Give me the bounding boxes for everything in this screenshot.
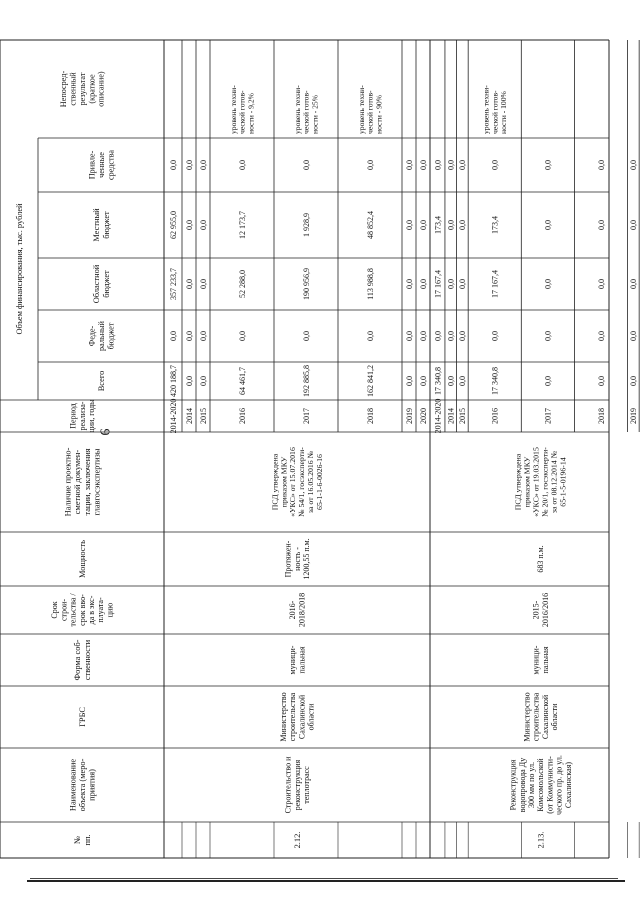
cell-local: 0,0	[543, 220, 553, 230]
cell-period: 2014	[184, 408, 194, 424]
cell-regional: 0,0	[404, 279, 414, 289]
cell-period: 2014	[446, 408, 456, 424]
cell-federal: 0,0	[237, 331, 247, 341]
scan-edge	[27, 880, 625, 882]
cell-local: 173,4	[490, 216, 500, 234]
header-regional: Областнойбюджет	[92, 264, 111, 304]
cell-regional: 0,0	[458, 279, 468, 289]
cell-period: 2014-2020	[168, 398, 178, 434]
cell-period: 2014-2020	[433, 398, 443, 434]
header-docs: Наличие проектно-сметной докумен-тации, заключенияглавгосэкспертизы	[63, 447, 102, 517]
cell-total: 0,0	[596, 376, 606, 386]
cell-federal: 0,0	[490, 331, 500, 341]
header-ownership: Форма соб-ственности	[73, 639, 92, 681]
cell-period: 2017	[301, 408, 311, 424]
header-result: Непосред-ственныйрезультат(краткоеописание)	[59, 70, 106, 108]
cell-federal: 0,0	[184, 331, 194, 341]
cell-attracted: 0,0	[301, 160, 311, 170]
cell-total: 0,0	[184, 376, 194, 386]
header-federal: Феде-ральныйбюджет	[87, 321, 116, 351]
cell-period: 2017	[543, 408, 553, 424]
header-total: Всего	[96, 370, 106, 392]
cell-result: уровень техни-ческой готов-ности - 9,2%	[228, 85, 256, 134]
cell-name: Строительство иреконструкциятеплотрасс	[283, 756, 311, 814]
cell-period: 2018	[365, 408, 375, 424]
cell-result: уровень техни-ческой готов-ности - 90%	[356, 85, 384, 134]
cell-local: 0,0	[629, 220, 639, 230]
cell-local: 0,0	[184, 220, 194, 230]
cell-local: 0,0	[198, 220, 208, 230]
cell-federal: 0,0	[458, 331, 468, 341]
cell-grbs: МинистерствостроительстваСахалинскойобласти	[279, 692, 316, 742]
cell-total: 192 885,8	[301, 365, 311, 397]
header-period: Периодреализа-ции, годы	[68, 399, 96, 433]
cell-regional: 17 167,4	[490, 270, 500, 298]
cell-local: 12 173,7	[237, 211, 247, 239]
cell-regional: 52 288,0	[237, 270, 247, 298]
bottom-rule	[30, 878, 618, 879]
cell-total: 0,0	[198, 376, 208, 386]
cell-period: 2018	[596, 408, 606, 424]
cell-term: 2016-2018/2018	[288, 592, 307, 628]
cell-federal: 0,0	[168, 331, 178, 341]
cell-attracted: 0,0	[433, 160, 443, 170]
header-grbs: ГРБС	[77, 707, 87, 727]
cell-regional: 0,0	[198, 279, 208, 289]
cell-period: 2015	[458, 408, 468, 424]
cell-total: 162 841,2	[365, 365, 375, 397]
cell-attracted: 0,0	[237, 160, 247, 170]
cell-attracted: 0,0	[365, 160, 375, 170]
cell-regional: 0,0	[446, 279, 456, 289]
cell-total: 17 340,8	[490, 367, 500, 395]
cell-federal: 0,0	[365, 331, 375, 341]
cell-result: уровень техни-ческой готов-ности - 25%	[292, 85, 320, 134]
cell-total: 0,0	[543, 376, 553, 386]
cell-attracted: 0,0	[458, 160, 468, 170]
cell-local: 0,0	[596, 220, 606, 230]
header-capacity: Мощность	[77, 540, 87, 578]
cell-total: 0,0	[629, 376, 639, 386]
cell-total: 0,0	[418, 376, 428, 386]
cell-period: 2016	[490, 408, 500, 424]
cell-local: 0,0	[418, 220, 428, 230]
cell-total: 17 340,8	[433, 367, 443, 395]
cell-federal: 0,0	[596, 331, 606, 341]
cell-local: 62 955,0	[168, 211, 178, 239]
cell-regional: 0,0	[596, 279, 606, 289]
cell-regional: 357 233,7	[168, 268, 178, 300]
cell-local: 173,4	[433, 216, 443, 234]
cell-docs: ПСД утвержденаприказом МКУ«УКС» от 15.07.2016№ 54/1, госэксперти-за от 16.05.2016 №65-1-1-6-0026-16	[270, 447, 325, 517]
header-term: Срокстрои-тельства /срок вво-да в экс-плуата-цию	[50, 593, 115, 627]
cell-docs: ПСД утвержденаприказом МКУ«УКС» от 19.03.2015№ 20/1, госэксперти-за от 08.12.2014 №65-1-5-0196-14	[513, 447, 568, 517]
cell-federal: 0,0	[404, 331, 414, 341]
cell-name: Реконструкцияводопровода Ду300 мм по ул.Комсомольской(от Коммунисти-ческого пр. до ул.Сахалинская)	[508, 755, 573, 815]
cell-attracted: 0,0	[543, 160, 553, 170]
rotated-table-group	[0, 40, 640, 858]
cell-total: 0,0	[458, 376, 468, 386]
cell-federal: 0,0	[433, 331, 443, 341]
cell-total: 0,0	[446, 376, 456, 386]
page-number: 9	[96, 428, 112, 436]
cell-federal: 0,0	[198, 331, 208, 341]
cell-ownership: муници-пальная	[531, 645, 550, 675]
cell-num: 2.13.	[536, 831, 546, 849]
cell-period: 2020	[418, 408, 428, 424]
header-local: Местныйбюджет	[92, 208, 111, 242]
header-num: №пп.	[73, 834, 92, 846]
cell-num: 2.12.	[292, 831, 302, 849]
cell-attracted: 0,0	[596, 160, 606, 170]
cell-attracted: 0,0	[446, 160, 456, 170]
header-funding: Объем финансирования, тыс. рублей	[14, 203, 24, 335]
cell-local: 48 852,4	[365, 211, 375, 239]
cell-grbs: МинистерствостроительстваСахалинскойобласти	[522, 692, 559, 742]
cell-regional: 113 988,8	[365, 268, 375, 300]
header-attracted: Привле-ченныесредства	[87, 149, 116, 181]
cell-term: 2015-2016/2016	[531, 592, 550, 628]
cell-period: 2015	[198, 408, 208, 424]
cell-period: 2019	[629, 408, 639, 424]
cell-regional: 17 167,4	[433, 270, 443, 298]
cell-local: 0,0	[404, 220, 414, 230]
cell-local: 1 928,9	[301, 213, 311, 237]
cell-federal: 0,0	[301, 331, 311, 341]
cell-period: 2016	[237, 408, 247, 424]
cell-total: 0,0	[404, 376, 414, 386]
cell-federal: 0,0	[418, 331, 428, 341]
cell-attracted: 0,0	[629, 160, 639, 170]
cell-regional: 190 956,9	[301, 268, 311, 300]
cell-capacity: 683 п.м.	[536, 545, 546, 573]
cell-result: уровень техни-ческой готов-ности - 100%	[481, 85, 509, 134]
cell-ownership: муници-пальная	[288, 645, 307, 675]
cell-local: 0,0	[458, 220, 468, 230]
cell-attracted: 0,0	[404, 160, 414, 170]
cell-attracted: 0,0	[418, 160, 428, 170]
cell-local: 0,0	[446, 220, 456, 230]
cell-regional: 0,0	[184, 279, 194, 289]
cell-attracted: 0,0	[490, 160, 500, 170]
cell-total: 420 188,7	[168, 365, 178, 397]
cell-federal: 0,0	[629, 331, 639, 341]
cell-period: 2019	[404, 408, 414, 424]
cell-capacity: Протяжен-ность -1200,55 п.м.	[283, 538, 311, 580]
header-name: Наименованиеобъекта (меро-приятия)	[68, 758, 97, 812]
cell-attracted: 0,0	[198, 160, 208, 170]
cell-regional: 0,0	[629, 279, 639, 289]
cell-federal: 0,0	[543, 331, 553, 341]
cell-total: 64 461,7	[237, 367, 247, 395]
cell-regional: 0,0	[543, 279, 553, 289]
cell-attracted: 0,0	[168, 160, 178, 170]
cell-federal: 0,0	[446, 331, 456, 341]
cell-attracted: 0,0	[184, 160, 194, 170]
cell-regional: 0,0	[418, 279, 428, 289]
